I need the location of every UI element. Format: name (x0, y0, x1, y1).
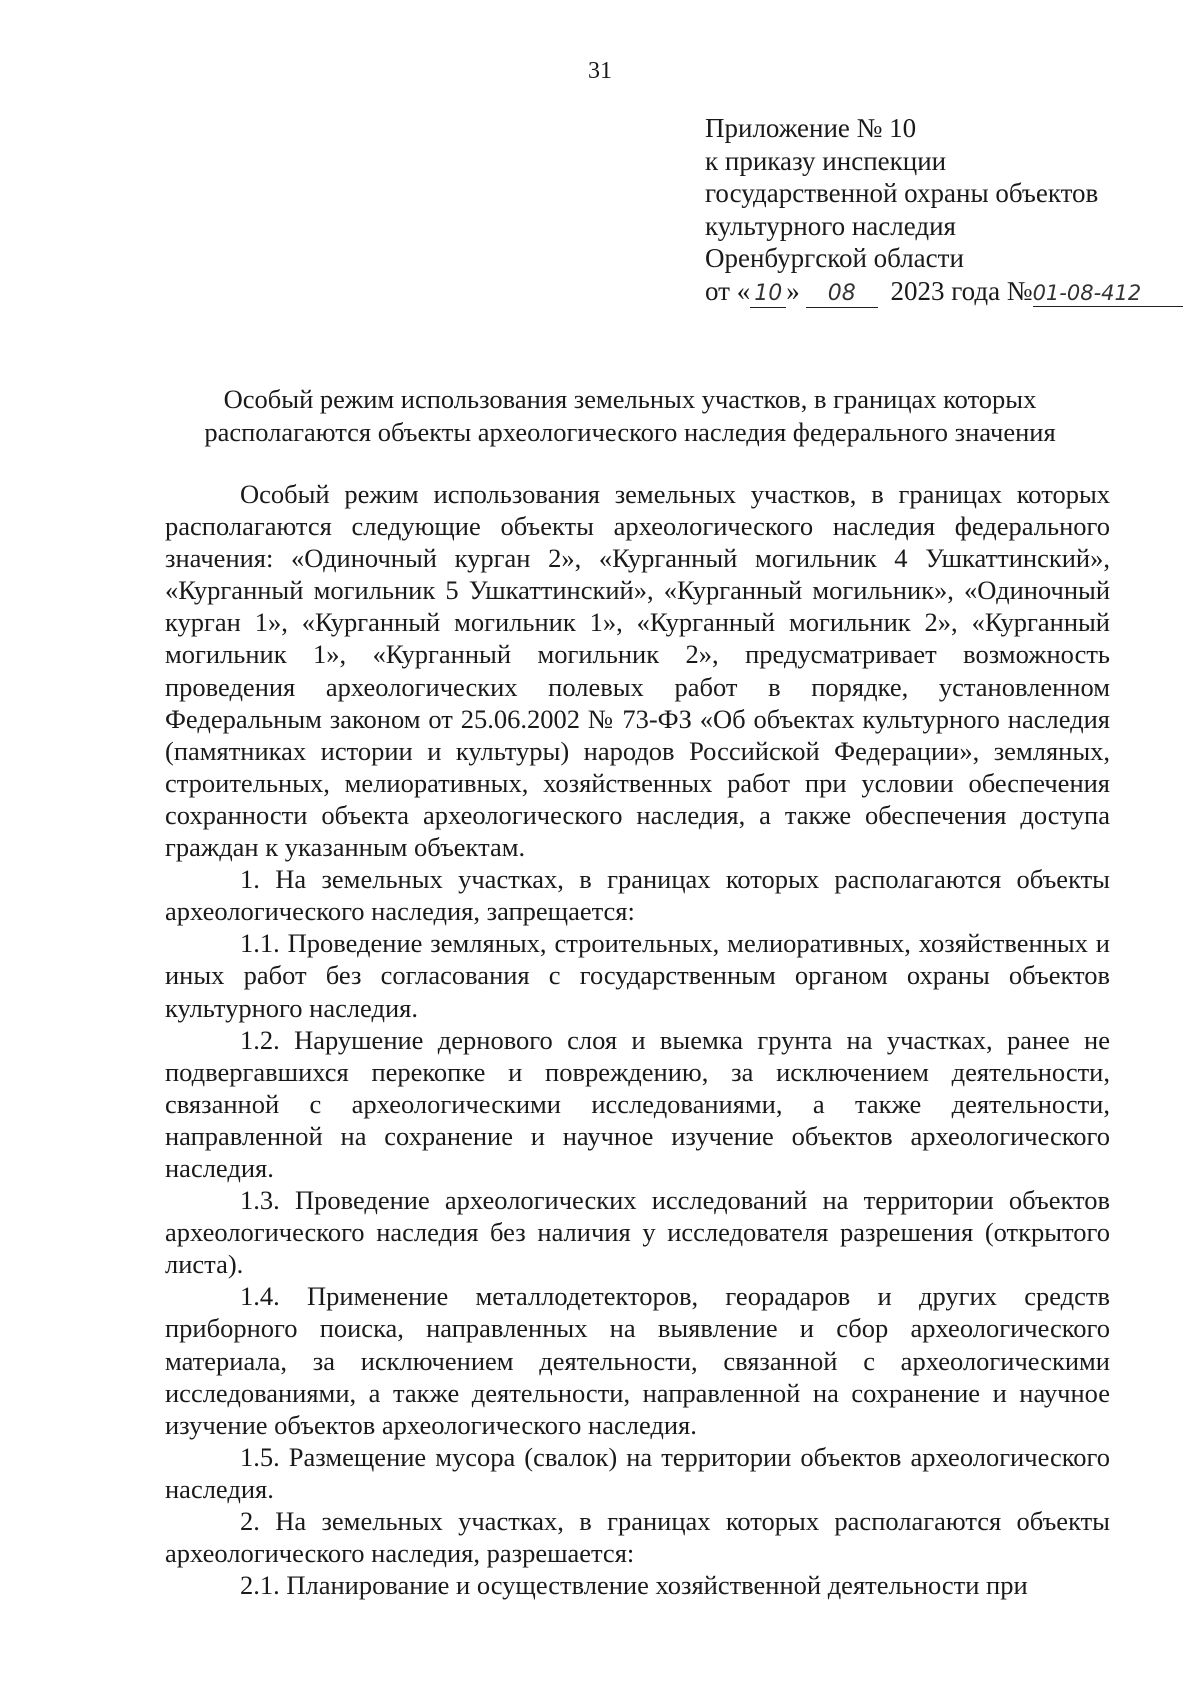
appendix-header (705, 112, 1185, 308)
appendix-line-5: Оренбургской области (705, 243, 964, 273)
order-number-handwritten: 01-08-412 (1033, 280, 1183, 307)
appendix-line-3: государственной охраны объектов (705, 178, 1099, 208)
paragraph-1-4: 1.4. Применение металлодетекторов, георадаров и других средств приборного поиска, направленных на выявление и сбор археологического материала, за исключением деятельности, связанной с археологическими исследованиями, а также деятельности, направленной на сохранение и научное изучение объектов археологического наследия. (165, 1281, 1110, 1440)
title-line-2: располагаются объекты археологического наследия федерального значения (204, 417, 1056, 447)
paragraph-1-3: 1.3. Проведение археологических исследований на территории объектов археологического наследия без наличия у исследователя разрешения (открытого листа). (165, 1185, 1110, 1280)
date-prefix: от « (705, 275, 751, 306)
document-body (165, 478, 1110, 1601)
appendix-line-2: к приказу инспекции (705, 145, 947, 176)
paragraph-intro: Особый режим использования земельных участков, в границах которых располагаются следующие объекты археологического наследия федерального значения: «Одиночный курган 2», «Курганный могильник 4 Ушкаттинский», «Курганный могильник 5 Ушкаттинский», «Курганный могильник», «Одиночный курган 1», «Курганный могильник 1», «Курганный могильник 2», «Курганный могильник 1», «Курганный могильник 2», предусматривает возможность проведения археологических полевых работ в порядке, установленном Федеральным законом от 25.06.2002 № 73-ФЗ «Об объектах культурного наследия (памятниках истории и культуры) народов Российской Федерации», земляных, строительных, мелиоративных, хозяйственных работ при условии обеспечения сохранности объекта археологического наследия, а также обеспечения доступа граждан к указанным объектам. (165, 479, 1110, 863)
appendix-title: Приложение № 10 (705, 113, 917, 143)
document-title (160, 383, 1100, 449)
appendix-line-4: культурного наследия (705, 210, 956, 241)
date-month-handwritten: 08 (806, 281, 878, 308)
date-mid: » (786, 275, 800, 306)
paragraph-2-1: 2.1. Планирование и осуществление хозяйственной деятельности при (240, 1570, 1028, 1601)
paragraph-1-1: 1.1. Проведение земляных, строительных, мелиоративных, хозяйственных и иных работ без согласования с государственным органом охраны объектов культурного наследия. (165, 928, 1110, 1023)
paragraph-2: 2. На земельных участках, в границах которых располагаются объекты археологического наследия, разрешается: (165, 1506, 1110, 1569)
appendix-date-line (705, 275, 1185, 308)
paragraph-1: 1. На земельных участках, в границах которых располагаются объекты археологического наследия, запрещается: (165, 864, 1110, 927)
date-day-handwritten: 10 (750, 281, 786, 308)
title-line-1: Особый режим использования земельных участков, в границах которых (223, 384, 1037, 414)
date-year: 2023 года № (890, 275, 1033, 306)
page-number: 31 (588, 58, 612, 84)
paragraph-1-5: 1.5. Размещение мусора (свалок) на территории объектов археологического наследия. (165, 1441, 1110, 1504)
paragraph-1-2: 1.2. Нарушение дернового слоя и выемка грунта на участках, ранее не подвергавшихся перекопке и повреждению, за исключением деятельности, связанной с археологическими исследованиями, а также деятельности, направленной на сохранение и научное изучение объектов археологического наследия. (165, 1024, 1110, 1183)
